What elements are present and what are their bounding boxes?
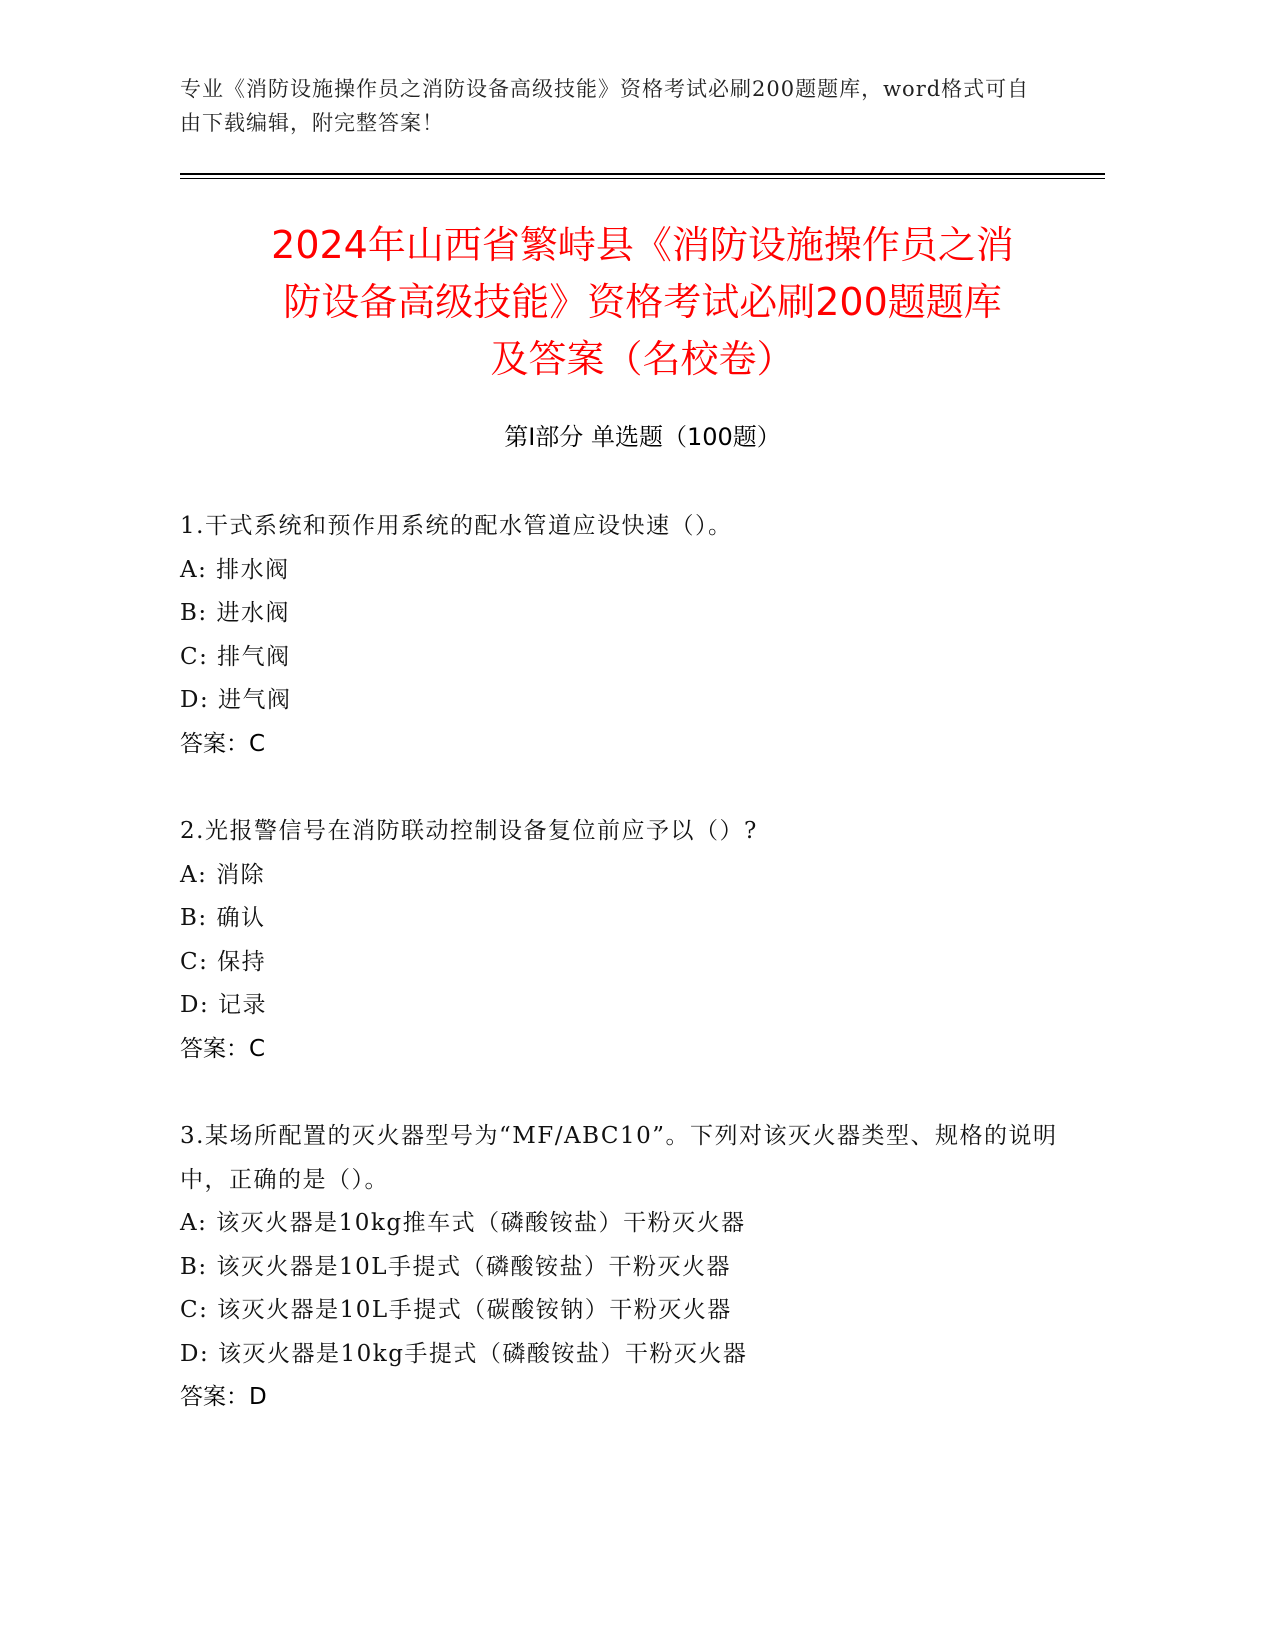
answer: 答案：D [180, 1384, 267, 1410]
header-note: 专业《消防设施操作员之消防设备高级技能》资格考试必刷200题题库，word格式可自由下载编辑，附完整答案！ [180, 77, 1030, 135]
document-title [180, 217, 1105, 388]
question-3 [180, 1115, 1105, 1420]
option-a: A: 排水阀 [180, 556, 290, 583]
question-stem: 2.光报警信号在消防联动控制设备复位前应予以（）? [180, 818, 758, 844]
title-line-2: 防设备高级技能》资格考试必刷200题题库 [283, 280, 1002, 324]
section-title: 第Ⅰ部分 单选题（100题） [504, 423, 781, 451]
answer: 答案：C [180, 1035, 266, 1062]
option-a: A: 该灭火器是10kg推车式（磷酸铵盐）干粉灭火器 [180, 1210, 746, 1236]
header-rule-thin [180, 178, 1105, 179]
question-2 [180, 810, 1105, 1071]
title-line-3: 及答案（名校卷） [490, 337, 795, 381]
option-c: C: 保持 [180, 948, 267, 975]
option-d: D: 记录 [180, 992, 268, 1018]
header-rule-thick [180, 173, 1105, 175]
option-b: B: 该灭火器是10L手提式（磷酸铵盐）干粉灭火器 [180, 1253, 732, 1280]
answer: 答案：C [180, 730, 266, 757]
option-b: B: 确认 [180, 905, 266, 931]
option-c: C: 排气阀 [180, 643, 291, 670]
title-line-1: 2024年山西省繁峙县《消防设施操作员之消 [271, 223, 1014, 267]
option-d: D: 该灭火器是10kg手提式（磷酸铵盐）干粉灭火器 [180, 1340, 748, 1367]
option-a: A: 消除 [180, 861, 266, 888]
question-stem: 1.干式系统和预作用系统的配水管道应设快速（）。 [180, 513, 733, 539]
option-d: D: 进气阀 [180, 687, 292, 713]
option-b: B: 进水阀 [180, 600, 290, 626]
question-1 [180, 505, 1105, 766]
option-c: C: 该灭火器是10L手提式（碳酸铵钠）干粉灭火器 [180, 1297, 732, 1323]
question-stem: 3.某场所配置的灭火器型号为“MF/ABC10”。下列对该灭火器类型、规格的说明中，正确的是（）。 [180, 1123, 1058, 1193]
